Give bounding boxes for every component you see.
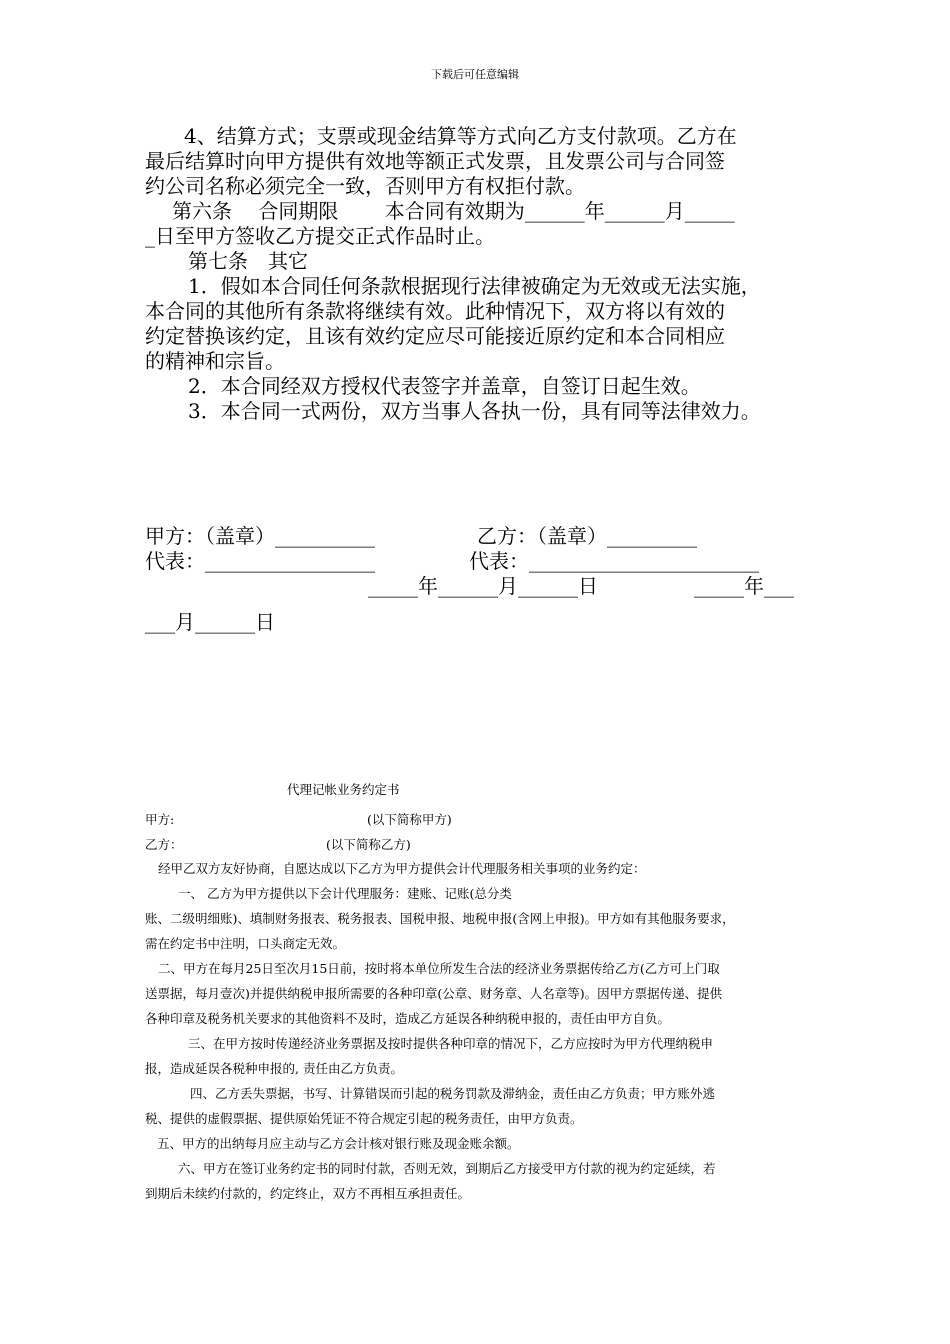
agreement-item-4-line-1: 四、乙方丢失票据，书写、计算错误而引起的税务罚款及滞纳金，责任由乙方负责；甲方账外逃	[190, 1086, 716, 1101]
party-b-date-end: ___月______日	[145, 610, 275, 634]
agreement-party-b-label: 乙方：	[145, 837, 183, 852]
agreement-item-3-line-1: 三、在甲方按时传递经济业务票据及按时提供各种印章的情况下，乙方应按时为甲方代理纳税申	[188, 1036, 714, 1051]
agreement-party-a-label: 甲方:	[145, 812, 175, 827]
agreement-item-5: 五、甲方的出纳每月应主动与乙方会计核对银行账及现金账余额。	[157, 1136, 520, 1151]
article-7-item-3: 3．本合同一式两份，双方当事人各执一份，具有同等法律效力。	[188, 399, 761, 423]
article-7-item-1-line-4: 的精神和宗旨。	[145, 349, 285, 373]
agreement-intro: 经甲乙双方友好协商，自愿达成以下乙方为甲方提供会计代理服务相关事项的业务约定：	[158, 861, 646, 876]
agreement-item-1-line-3: 需在约定书中注明，口头商定无效。	[145, 936, 346, 951]
agreement-item-2-line-1: 二、甲方在每月25日至次月15日前，按时将本单位所发生合法的经济业务票据传给乙方(乙方可上门取	[158, 961, 720, 976]
article-6-line-2: _日至甲方签收乙方提交正式作品时止。	[145, 224, 495, 248]
article-7-item-2: 2．本合同经双方授权代表签字并盖章，自签订日起生效。	[188, 374, 701, 398]
article-7-heading: 第七条 其它	[188, 249, 308, 273]
agreement-item-6-line-2: 到期后未续约付款的，约定终止，双方不再相互承担责任。	[145, 1186, 471, 1201]
article-7-item-1-line-3: 约定替换该约定，且该有效约定应尽可能接近原约定和本合同相应	[145, 324, 725, 348]
party-a-seal: 甲方：（盖章）__________	[145, 524, 375, 548]
clause-4-line-2: 最后结算时向甲方提供有效地等额正式发票，且发票公司与合同签	[145, 149, 725, 173]
article-7-item-1-line-2: 本合同的其他所有条款将继续有效。此种情况下，双方将以有效的	[145, 299, 725, 323]
agreement-item-6-line-1: 六、甲方在签订业务约定书的同时付款，否则无效，到期后乙方接受甲方付款的视为约定延续，若	[178, 1161, 716, 1176]
clause-4-line-1: 4、结算方式；支票或现金结算等方式向乙方支付款项。乙方在	[184, 124, 737, 148]
agreement-party-a-alias: (以下简称甲方)	[367, 812, 452, 827]
party-a-date: _____年______月______日	[368, 574, 598, 598]
party-a-representative: 代表：_________________	[145, 549, 375, 573]
agreement-party-b-alias: (以下简称乙方)	[326, 837, 411, 852]
party-b-representative: 代表：_______________________	[469, 549, 759, 573]
agreement-item-2-line-2: 送票据，每月壹次)并提供纳税申报所需要的各种印章(公章、财务章、人名章等)。因甲方票据传递、提供	[145, 986, 723, 1001]
clause-4-line-3: 约公司名称必须完全一致，否则甲方有权拒付款。	[145, 174, 585, 198]
article-6-line-1: 第六条 合同期限 本合同有效期为______年______月_____	[172, 199, 735, 223]
party-b-seal: 乙方：（盖章）_________	[477, 524, 697, 548]
agreement-item-2-line-3: 各种印章及税务机关要求的其他资料不及时，造成乙方延误各种纳税申报的，责任由甲方自负。	[145, 1011, 671, 1026]
agreement-item-1-line-1: 一、 乙方为甲方提供以下会计代理服务：建账、记账(总分类	[178, 886, 512, 901]
header-note: 下载后可任意编辑	[431, 68, 519, 81]
agreement-title: 代理记帐业务约定书	[287, 782, 400, 797]
agreement-item-3-line-2: 报，造成延误各税种申报的, 责任由乙方负责。	[145, 1061, 403, 1076]
agreement-item-4-line-2: 税、提供的虚假票据、提供原始凭证不符合规定引起的税务责任，由甲方负责。	[145, 1111, 583, 1126]
article-7-item-1-line-1: 1．假如本合同任何条款根据现行法律被确定为无效或无法实施，	[188, 274, 761, 298]
agreement-item-1-line-2: 账、二级明细账)、填制财务报表、税务报表、国税申报、地税申报(含网上申报)。甲方如有其他服务要求，	[145, 911, 735, 926]
party-b-date-start: _____年___	[694, 574, 794, 598]
